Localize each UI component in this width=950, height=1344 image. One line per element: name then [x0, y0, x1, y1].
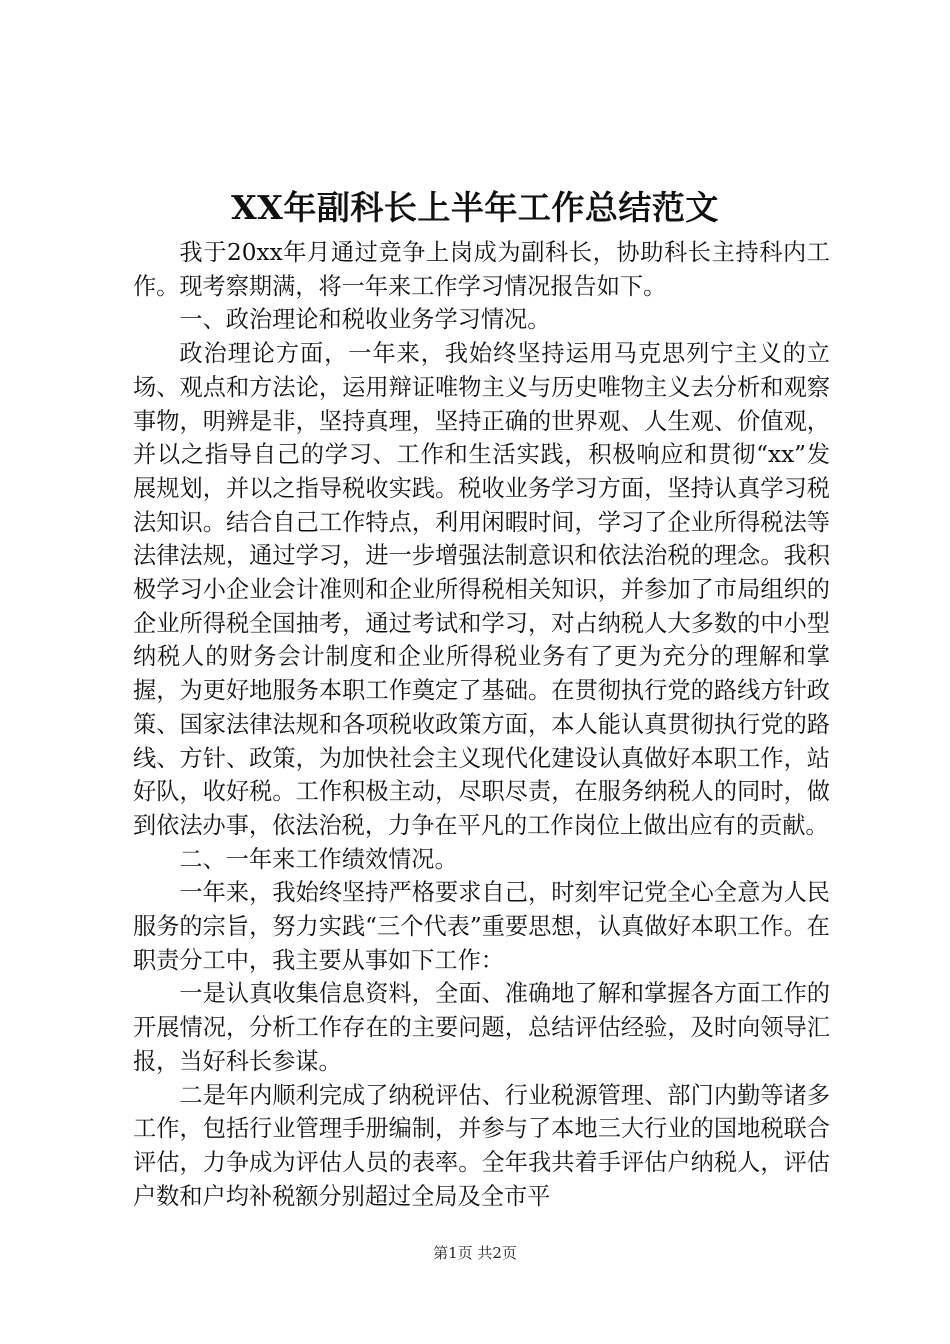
paragraph-performance: 一年来，我始终坚持严格要求自己，时刻牢记党全心全意为人民服务的宗旨，努力实践“三个代表”重要思想，认真做好本职工作。在职责分工中，我主要从事如下工作： [133, 879, 830, 974]
document-title: XX年副科长上半年工作总结范文 [231, 188, 719, 227]
section-heading-2: 二、一年来工作绩效情况。 [179, 845, 458, 873]
document-body [133, 236, 830, 1213]
page-footer: 第1页 共2页 [433, 1244, 517, 1262]
paragraph-item-1: 一是认真收集信息资料，全面、准确地了解和掌握各方面工作的开展情况，分析工作存在的主要问题，总结评估经验，及时向领导汇报，当好科长参谋。 [133, 980, 830, 1075]
section-heading-1: 一、政治理论和税收业务学习情况。 [179, 306, 551, 334]
paragraph-item-2: 二是年内顺利完成了纳税评估、行业税源管理、部门内勤等诸多工作，包括行业管理手册编制，并参与了本地三大行业的国地税联合评估，力争成为评估人员的表率。全年我共着手评估户纳税人，评估户数和户均补税额分别超过全局及全市平 [133, 1081, 830, 1210]
paragraph-political-study: 政治理论方面，一年来，我始终坚持运用马克思列宁主义的立场、观点和方法论，运用辩证唯物主义与历史唯物主义去分析和观察事物，明辨是非，坚持真理，坚持正确的世界观、人生观、价值观，并以之指导自己的学习、工作和生活实践，积极响应和贯彻“xx”发展规划，并以之指导税收实践。税收业务学习方面，坚持认真学习税法知识。结合自己工作特点，利用闲暇时间，学习了企业所得税法等法律法规，通过学习，进一步增强法制意识和依法治税的理念。我积极学习小企业会计准则和企业所得税相关知识，并参加了市局组织的企业所得税全国抽考，通过考试和学习，对占纳税人大多数的中小型纳税人的财务会计制度和企业所得税业务有了更为充分的理解和掌握，为更好地服务本职工作奠定了基础。在贯彻执行党的路线方针政策、国家法律法规和各项税收政策方面，本人能认真贯彻执行党的路线、方针、政策，为加快社会主义现代化建设认真做好本职工作，站好队，收好税。工作积极主动，尽职尽责，在服务纳税人的同时，做到依法办事，依法治税，力争在平凡的工作岗位上做出应有的贡献。 [133, 340, 830, 839]
paragraph-intro: 我于20xx年月通过竞争上岗成为副科长，协助科长主持科内工作。现考察期满，将一年来工作学习情况报告如下。 [133, 239, 830, 300]
